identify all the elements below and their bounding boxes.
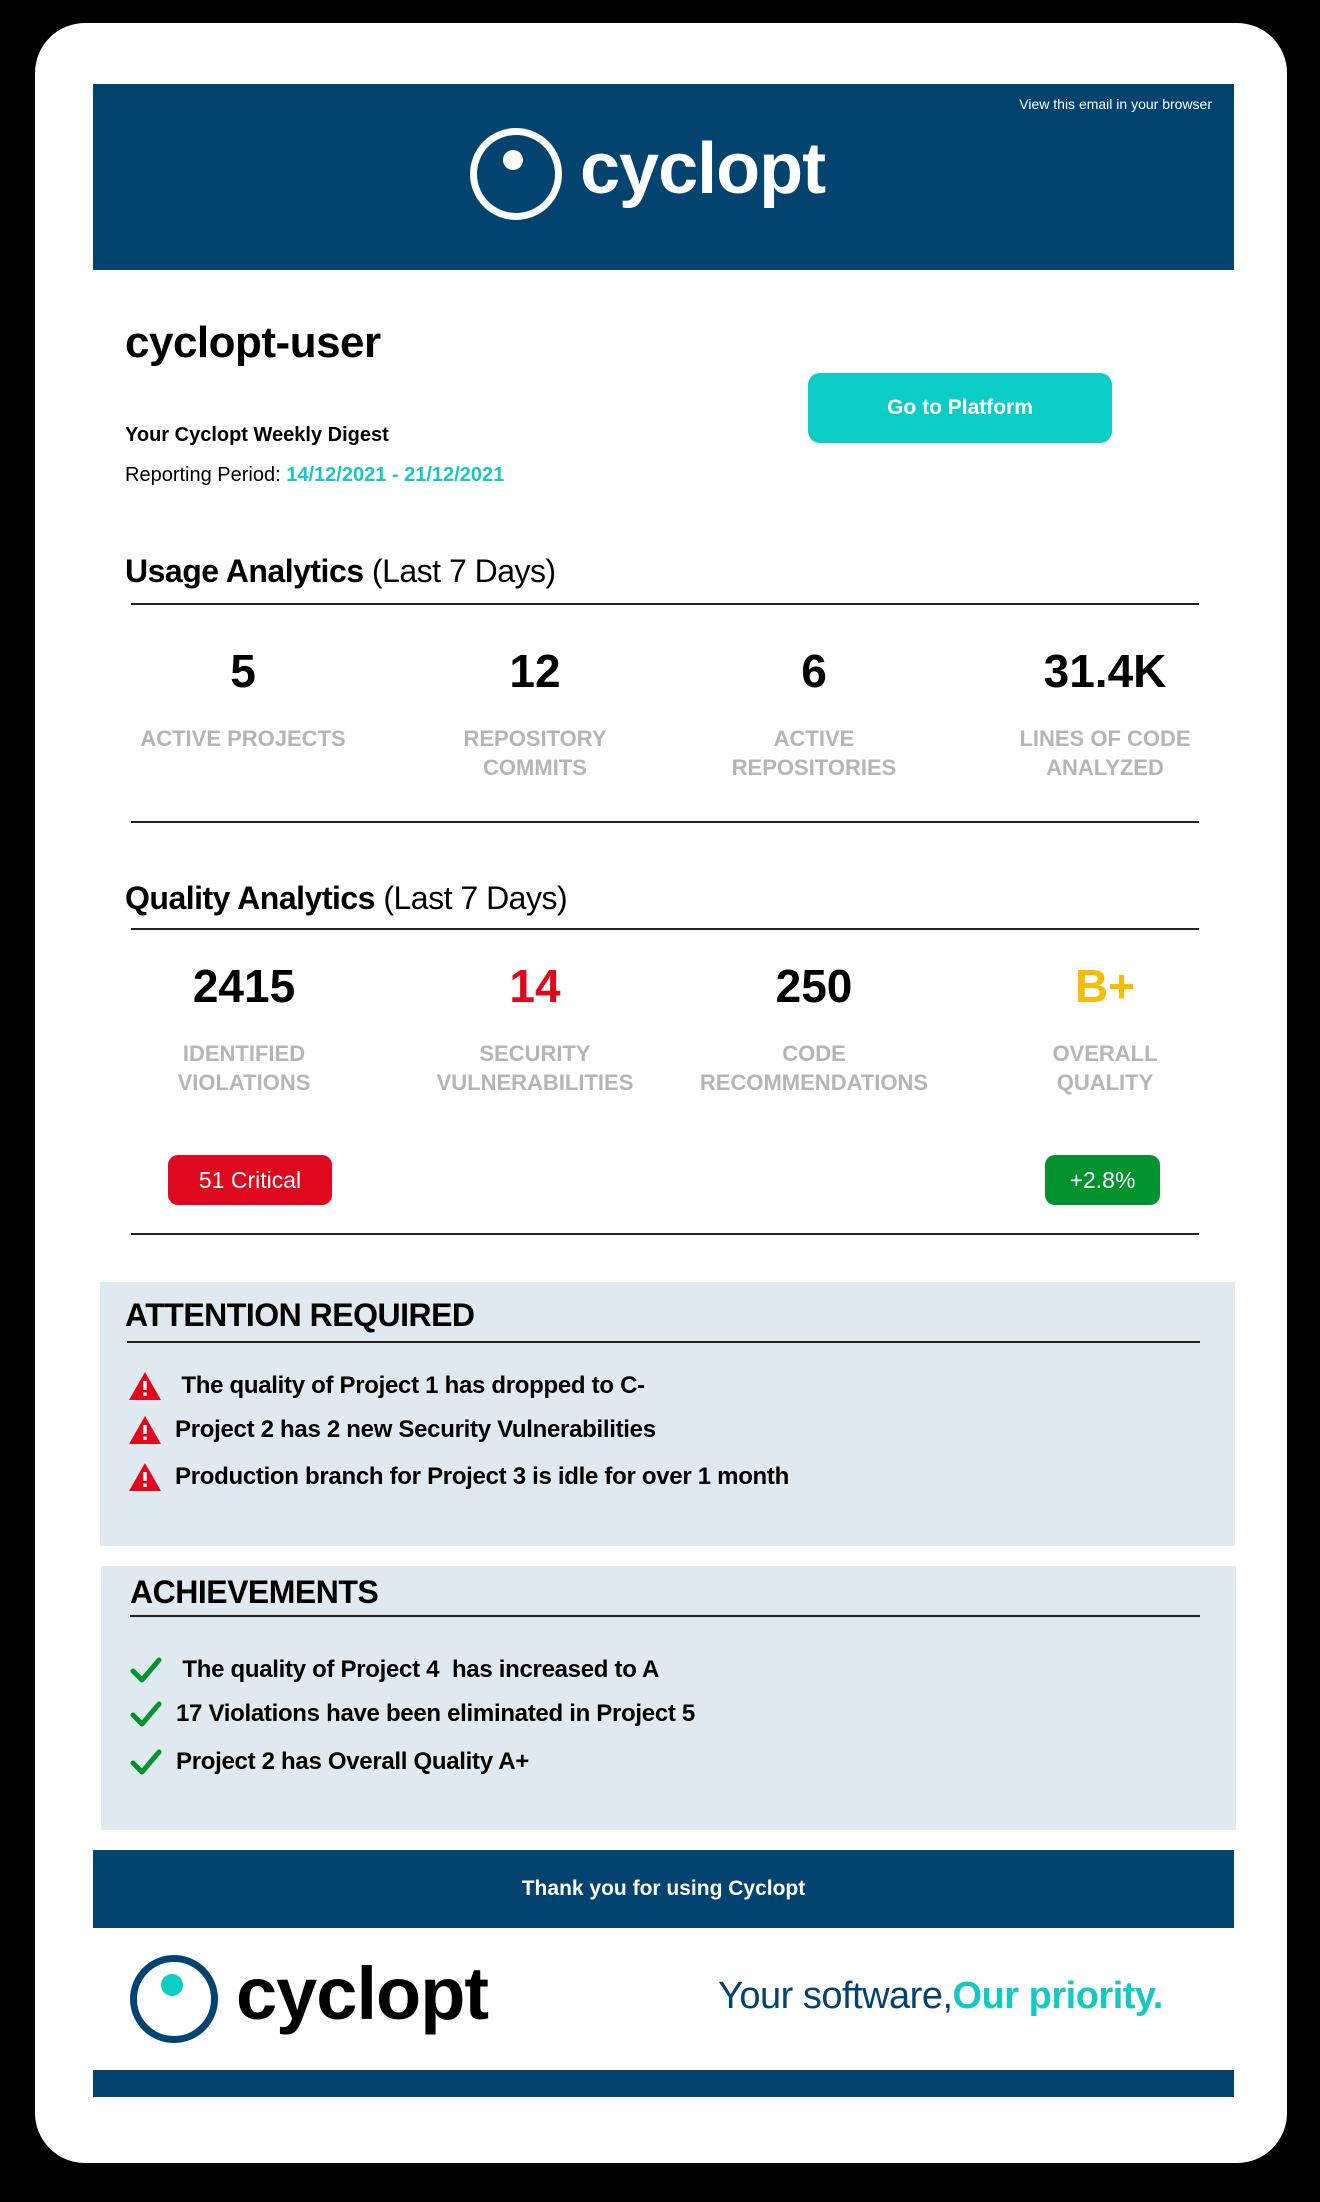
- attention-title: ATTENTION REQUIRED: [125, 1297, 475, 1333]
- stat-active-projects: 5 ACTIVE PROJECTS: [140, 645, 346, 751]
- thank-you-banner: Thank you for using Cyclopt: [93, 1850, 1234, 1928]
- quality-analytics-title: Quality Analytics (Last 7 Days): [125, 880, 568, 916]
- period-label: Reporting Period:: [125, 464, 281, 486]
- warning-triangle-icon: [127, 1371, 163, 1401]
- stat-active-repositories: 6 ACTIVE REPOSITORIES: [731, 645, 897, 780]
- cyclopt-eye-icon: [470, 128, 562, 220]
- achievement-item: 17 Violations have been eliminated in Project 5: [128, 1700, 695, 1728]
- logo-wordmark: cyclopt: [580, 129, 826, 209]
- reporting-period: [125, 464, 504, 487]
- cyclopt-eye-icon: [130, 1955, 218, 2043]
- divider: [131, 603, 1199, 605]
- achievements-title: ACHIEVEMENTS: [130, 1574, 379, 1610]
- warning-triangle-icon: [127, 1415, 163, 1445]
- footer-logo: [130, 1952, 489, 2043]
- checkmark-icon: [128, 1657, 164, 1683]
- divider: [131, 928, 1199, 930]
- stat-identified-violations: 2415 IDENTIFIED VIOLATIONS: [177, 960, 311, 1095]
- stat-repository-commits: 12 REPOSITORY COMMITS: [463, 645, 607, 780]
- attention-item: The quality of Project 1 has dropped to C-: [127, 1371, 645, 1401]
- email-header: [93, 84, 1234, 270]
- usage-analytics-title: Usage Analytics (Last 7 Days): [125, 553, 556, 589]
- attention-item: Production branch for Project 3 is idle for over 1 month: [127, 1462, 789, 1492]
- achievement-item: The quality of Project 4 has increased to A: [128, 1656, 659, 1684]
- achievements-panel: [101, 1566, 1236, 1830]
- divider: [127, 1341, 1200, 1343]
- stat-code-recommendations: 250 CODE RECOMMENDATIONS: [699, 960, 929, 1095]
- checkmark-icon: [128, 1749, 164, 1775]
- warning-triangle-icon: [127, 1462, 163, 1492]
- stat-overall-quality: B+ OVERALL QUALITY: [1052, 960, 1158, 1095]
- divider: [130, 1615, 1200, 1617]
- attention-required-panel: [100, 1282, 1235, 1546]
- divider: [131, 1233, 1199, 1235]
- quality-change-badge: +2.8%: [1045, 1155, 1160, 1205]
- stat-lines-of-code: 31.4K LINES OF CODE ANALYZED: [1019, 645, 1191, 780]
- footer-bar: [93, 2070, 1234, 2097]
- critical-violations-badge: 51 Critical: [168, 1155, 332, 1205]
- username: cyclopt-user: [125, 318, 381, 367]
- checkmark-icon: [128, 1701, 164, 1727]
- footer-logo-wordmark: cyclopt: [236, 1952, 489, 2035]
- header-logo: [470, 124, 825, 224]
- achievement-item: Project 2 has Overall Quality A+: [128, 1748, 529, 1776]
- period-dates: 14/12/2021 - 21/12/2021: [286, 464, 505, 486]
- tagline: Your software,Our priority.: [718, 1975, 1163, 2017]
- view-in-browser-link[interactable]: View this email in your browser: [1019, 96, 1212, 112]
- go-to-platform-button[interactable]: Go to Platform: [808, 373, 1112, 443]
- attention-item: Project 2 has 2 new Security Vulnerabilities: [127, 1415, 656, 1445]
- digest-title: Your Cyclopt Weekly Digest: [125, 424, 389, 446]
- stat-security-vulnerabilities: 14 SECURITY VULNERABILITIES: [436, 960, 634, 1095]
- divider: [131, 821, 1199, 823]
